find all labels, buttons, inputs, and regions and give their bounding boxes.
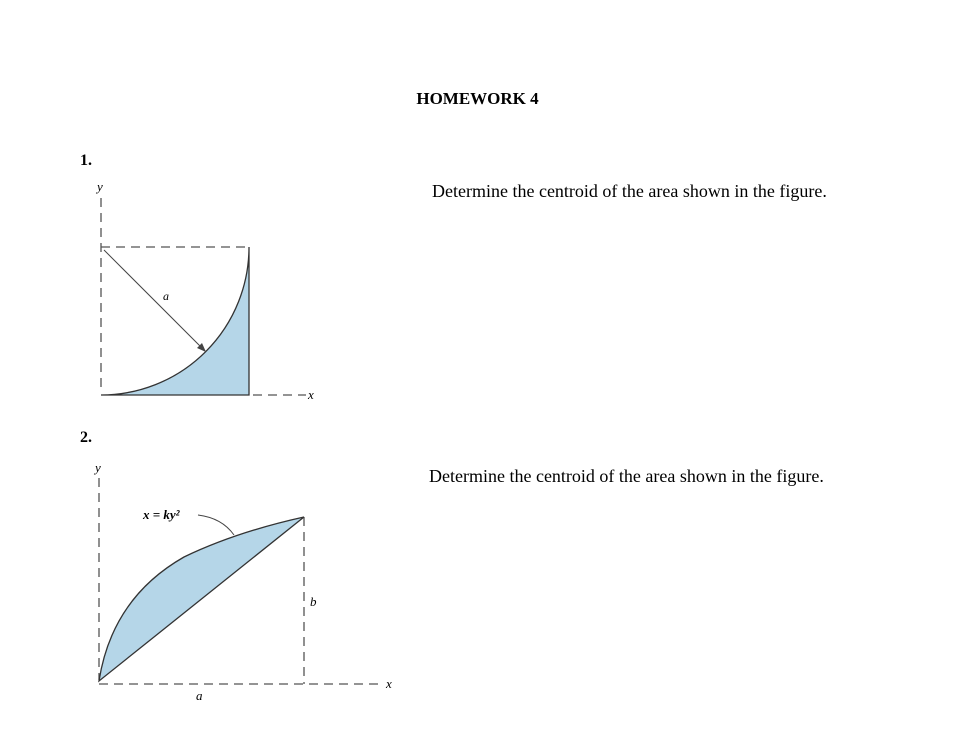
fig2-shaded-region: [99, 517, 304, 681]
fig2-label-width: a: [196, 688, 203, 703]
fig2-label-x: x: [386, 676, 392, 691]
fig2-label-y: y: [95, 460, 101, 475]
fig2-label-equation: x = ky²: [143, 507, 180, 522]
problem-2-figure: [80, 455, 410, 705]
fig2-label-height: b: [310, 594, 317, 609]
problem-1-question: Determine the centroid of the area shown in the figure.: [432, 181, 827, 201]
fig2-leader-line: [198, 515, 234, 535]
page-title: HOMEWORK 4: [416, 89, 539, 108]
problem-2-question: Determine the centroid of the area shown in the figure.: [429, 466, 824, 486]
problem-2-number: 2.: [80, 429, 92, 446]
fig1-label-radius: a: [163, 289, 169, 303]
problem-1-number: 1.: [80, 152, 92, 169]
fig1-radius-line: [104, 250, 202, 348]
fig1-label-y: y: [97, 179, 103, 194]
problem-1-figure: [80, 175, 410, 415]
fig1-label-x: x: [308, 387, 314, 402]
